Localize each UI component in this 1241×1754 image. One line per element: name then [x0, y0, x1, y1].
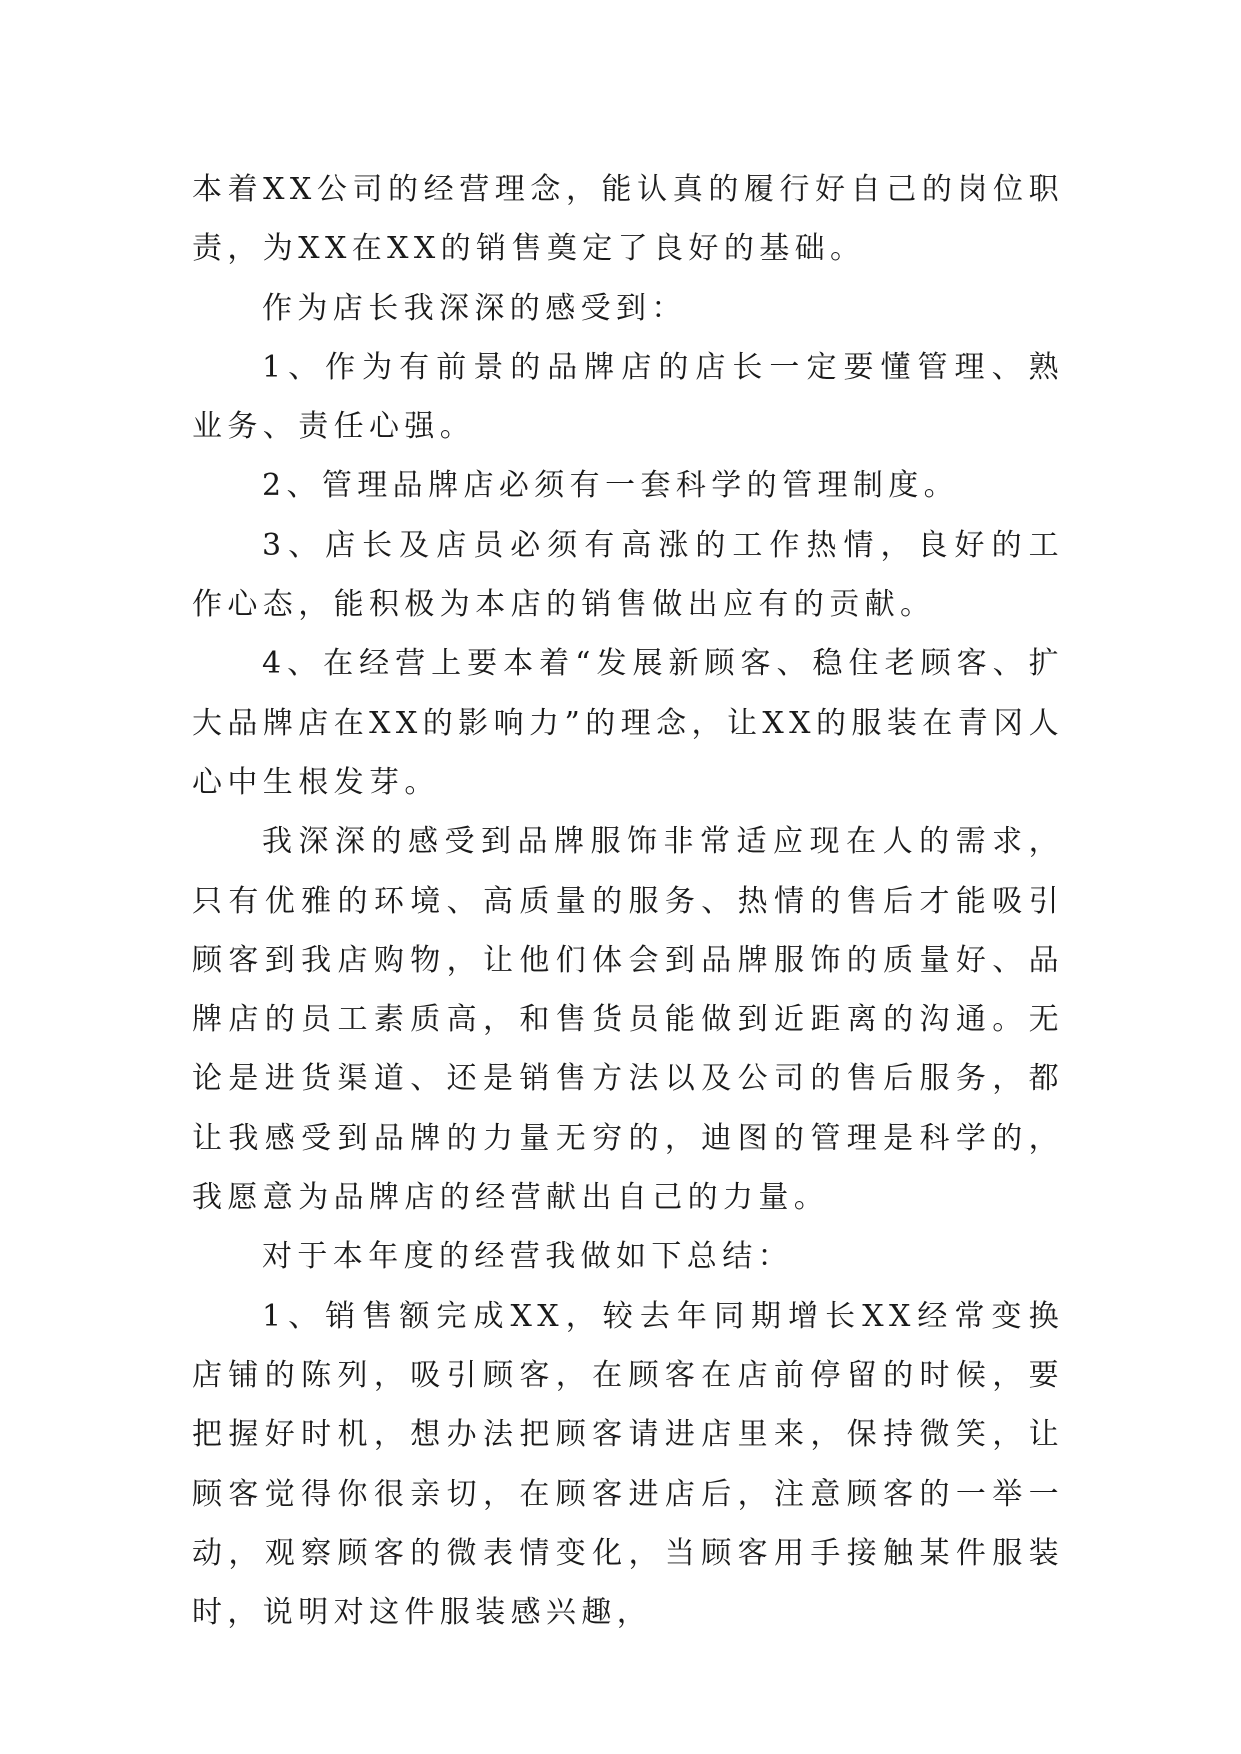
paragraph-feeling-3: 3、店长及店员必须有高涨的工作热情，良好的工作心态，能积极为本店的销售做出应有的贡献。 [192, 527, 1064, 623]
document-body [192, 160, 1064, 1642]
paragraph-feeling-4: 4、在经营上要本着“发展新顾客、稳住老顾客、扩大品牌店在XX的影响力”的理念，让XX的服装在青冈人心中生根发芽。 [192, 646, 1064, 800]
paragraph-feelings-heading: 作为店长我深深的感受到： [262, 290, 687, 326]
paragraph-intro-continuation: 本着XX公司的经营理念，能认真的履行好自己的岗位职责，为XX在XX的销售奠定了良好的基础。 [192, 172, 1064, 267]
paragraph-feeling-2: 2、管理品牌店必须有一套科学的管理制度。 [262, 468, 960, 504]
paragraph-summary-heading: 对于本年度的经营我做如下总结： [262, 1239, 793, 1275]
paragraph-summary-1: 1、销售额完成XX，较去年同期增长XX经常变换店铺的陈列，吸引顾客，在顾客在店前停留的时候，要把握好时机，想办法把顾客请进店里来，保持微笑，让顾客觉得你很亲切，在顾客进店后，注意顾客的一举一动，观察顾客的微表情变化，当顾客用手接触某件服装时，说明对这件服装感兴趣， [192, 1298, 1064, 1631]
paragraph-brand-reflection: 我深深的感受到品牌服饰非常适应现在人的需求，只有优雅的环境、高质量的服务、热情的售后才能吸引顾客到我店购物，让他们体会到品牌服饰的质量好、品牌店的员工素质高，和售货员能做到近距离的沟通。无论是进货渠道、还是销售方法以及公司的售后服务，都让我感受到品牌的力量无穷的，迪图的管理是科学的，我愿意为品牌店的经营献出自己的力量。 [192, 824, 1064, 1216]
paragraph-feeling-1: 1、作为有前景的品牌店的店长一定要懂管理、熟业务、责任心强。 [192, 349, 1064, 445]
